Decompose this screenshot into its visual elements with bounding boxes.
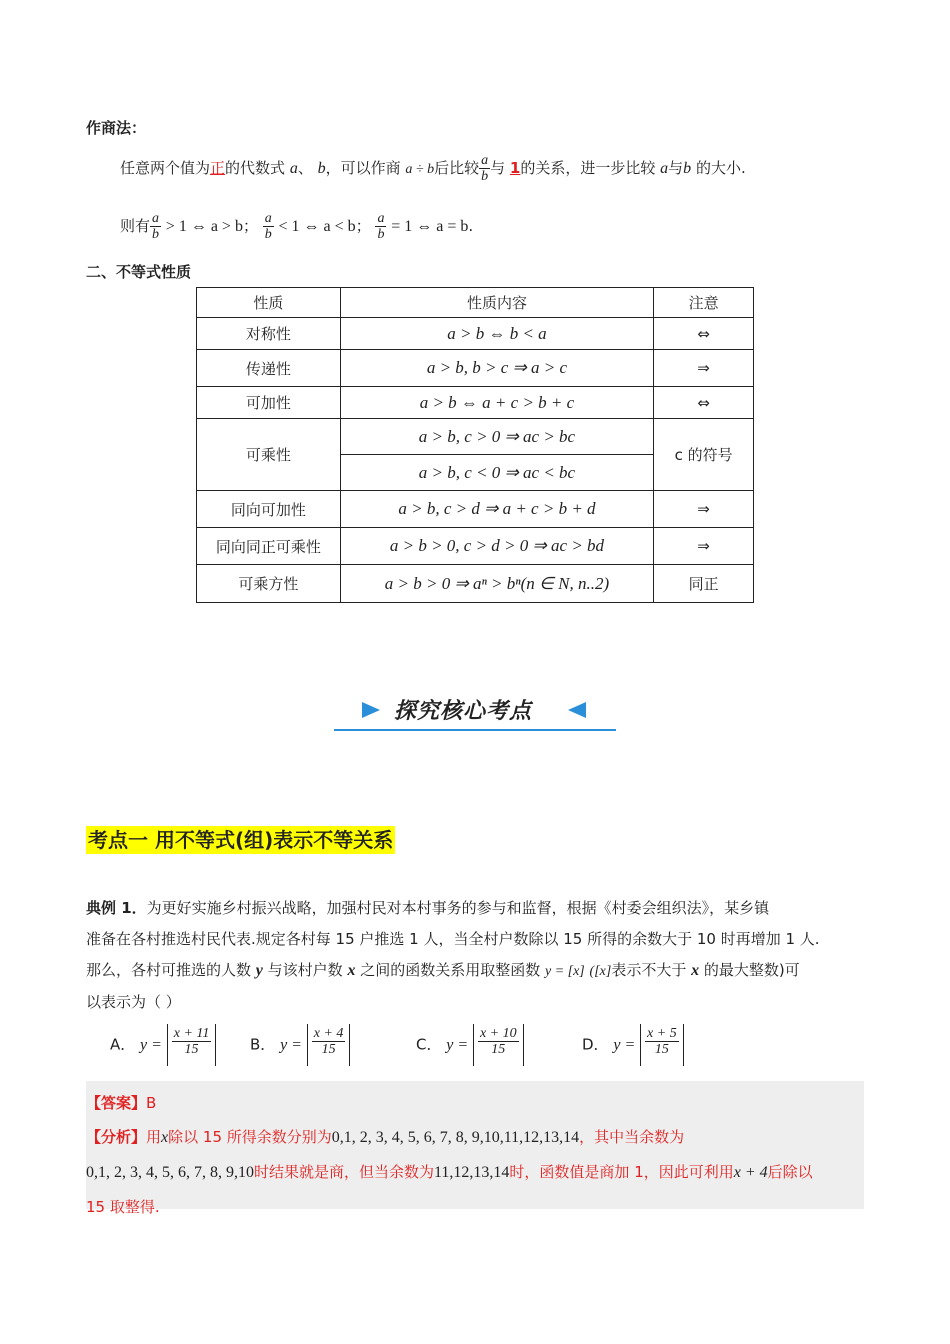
table-row: 传递性 a > b, b > c ⇒ a > c ⇒: [197, 350, 754, 387]
option-b[interactable]: B． y = $\frac{x + 4}{15}$: [250, 1024, 350, 1066]
banner-title: 探究核心考点: [394, 699, 533, 724]
banner: [360, 696, 590, 722]
table-row: 同向可加性 a > b, c > d ⇒ a + c > b + d ⇒: [197, 491, 754, 528]
table-row: 可乘方性 a > b > 0 ⇒ aⁿ > bⁿ(n ∈ N, n..2) 同正: [197, 565, 754, 603]
section-title: 二、不等式性质: [86, 263, 192, 281]
example-text: 典例 1．为更好实施乡村振兴战略，加强村民对本村事务的参与和监督，根据《村委会组织法》，某乡镇 准备在各村推选村民代表.规定各村每 15 户推选 1 人，当全村户数除以 15 所得的余数大于 10 时再增加 1 人. 那么，各村可推选的人数 y 与该村户数 x 之间的函数关系用取整函数 y = [x] ([x]表示不大于 x 的最大整数)可 以表示为（ ）: [86, 899, 820, 1011]
fraction-a-over-b: $\frac{a}{b}$: [481, 153, 489, 184]
table-row: a > b, c < 0 ⇒ ac < bc: [197, 455, 754, 491]
option-d[interactable]: D． y = $\frac{x + 5}{15}$: [582, 1024, 684, 1066]
method-line-1: 任意两个值为正的代数式 a、 b，可以作商 a ÷ b后比较 $\frac{a}{b}$ 与 1的关系，进一步比较 a与b 的大小.: [120, 153, 746, 184]
method-title: 作商法：: [86, 119, 147, 137]
properties-table: [196, 287, 754, 603]
header-cell: 注意: [654, 288, 754, 318]
header-cell: 性质: [197, 288, 341, 318]
banner-underline: [334, 729, 616, 731]
table-header-row: [197, 288, 754, 318]
kaodian-title: 考点一 用不等式(组)表示不等关系: [88, 828, 394, 852]
method-line-2: 则有 $\frac{a}{b}$ > 1 ⇔ a > b； $\frac{a}{b}$ < 1 ⇔ a < b； $\frac{a}{b}$ = 1 ⇔ a = b.: [120, 211, 474, 242]
triangle-left-icon: [566, 700, 588, 720]
table-row: 对称性 a > b ⇔ b < a ⇔: [197, 318, 754, 350]
answer-section: 【答案】B 【分析】用x除以 15 所得余数分别为0,1, 2, 3, 4, 5, 6, 7, 8, 9,10,11,12,13,14，其中当余数为 0,1, 2, 3, 4, 5, 6, 7, 8, 9,10时结果就是商，但当余数为11,12,13,14时，函数值是商加 1，因此可利用x + 4后除以 15 取整得.: [86, 1094, 813, 1216]
table-row: 可乘性 a > b, c > 0 ⇒ ac > bc c 的符号: [197, 419, 754, 455]
table-row: 可加性 a > b ⇔ a + c > b + c ⇔: [197, 387, 754, 419]
option-a[interactable]: A． y = $\frac{x + 11}{15}$: [110, 1024, 216, 1066]
triangle-right-icon: [360, 700, 382, 720]
table-row: 同向同正可乘性 a > b > 0, c > d > 0 ⇒ ac > bd ⇒: [197, 528, 754, 565]
header-cell: 性质内容: [340, 288, 653, 318]
option-c[interactable]: C． y = $\frac{x + 10}{15}$: [416, 1024, 524, 1066]
